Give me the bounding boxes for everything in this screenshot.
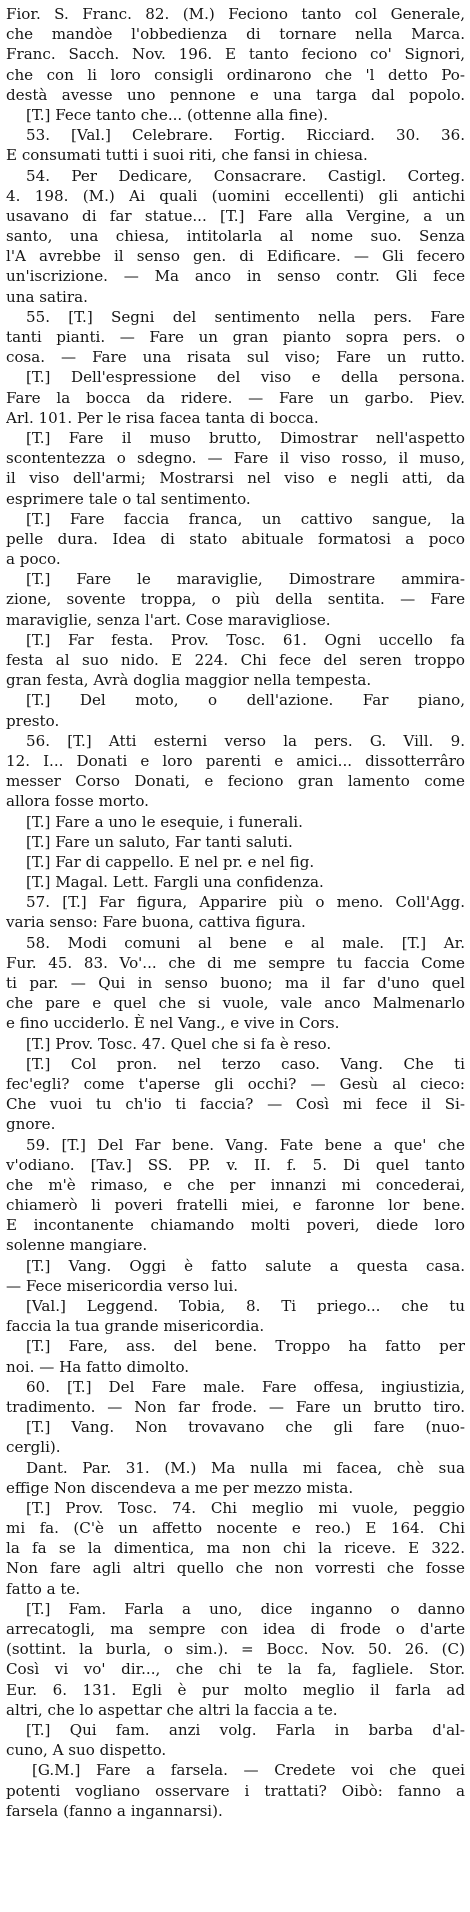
text-line: solenne mangiare. [6, 1236, 148, 1255]
text-line: un'iscrizione. — Ma anco in senso contr. Gli fece [6, 267, 465, 286]
text-line: 54. Per Dedicare, Consacrare. Castigl. Corteg. [26, 166, 465, 185]
text-line: 56. [T.] Atti esterni verso la pers. G. Vill. 9. [26, 731, 465, 750]
text-line: [T.] Fare le maraviglie, Dimostrare ammira- [26, 570, 465, 589]
text-line: [T.] Far festa. Prov. Tosc. 61. Ogni uccello fa [26, 630, 465, 649]
text-line: [T.] Prov. Tosc. 47. Quel che si fa è reso. [26, 1034, 332, 1053]
text-line: gran festa, Avrà doglia maggior nella tempesta. [6, 671, 372, 690]
text-line: mi fa. (C'è un affetto nocente e reo.) E 164. Chi [6, 1519, 465, 1538]
text-line: [G.M.] Fare a farsela. — Credete voi che quei [32, 1761, 465, 1780]
text-line: [T.] Fare faccia franca, un cattivo sangue, la [26, 509, 465, 528]
text-line: usavano di far statue... [T.] Fare alla Vergine, a un [6, 206, 465, 225]
text-line: Non fare agli altri quello che non vorresti che fosse [6, 1559, 465, 1578]
text-line: Franc. Sacch. Nov. 196. E tanto feciono co' Signori, [6, 45, 465, 64]
text-line: altri, che lo aspettar che altri la faccia a te. [6, 1700, 338, 1719]
text-line: 59. [T.] Del Far bene. Vang. Fate bene a que' che [26, 1135, 465, 1154]
text-line: [T.] Vang. Non trovavano che gli fare (nuo- [26, 1418, 465, 1437]
text-line: l'A avrebbe il senso gen. di Edificare. — Gli fecero [6, 247, 465, 266]
text-line: gnore. [6, 1115, 56, 1134]
text-line: [T.] Far di cappello. E nel pr. e nel fig. [26, 852, 315, 871]
text-line: allora fosse morto. [6, 792, 149, 811]
text-line: cuno, A suo dispetto. [6, 1741, 167, 1760]
text-line: presto. [6, 711, 60, 730]
text-line: che m'è rimaso, e che per innanzi mi concederai, [6, 1175, 465, 1194]
text-line: E consumati tutti i suoi riti, che fansi in chiesa. [6, 146, 368, 165]
text-line: v'odiano. [Tav.] SS. PP. v. II. f. 5. Di quel tanto [6, 1155, 465, 1174]
text-line: arrecatogli, ma sempre con idea di frode o d'arte [6, 1620, 465, 1638]
text-line: una satira. [6, 287, 88, 306]
text-line: [T.] Fare, ass. del bene. Troppo ha fatto per [26, 1337, 465, 1356]
text-line: il viso dell'armi; Mostrarsi nel viso e negli atti, da [6, 469, 465, 488]
text-line: E incontanente chiamando molti poveri, diede loro [6, 1216, 465, 1235]
text-line: santo, una chiesa, intitolarla al nome suo. Senza [6, 227, 465, 246]
text-line: [T.] Magal. Lett. Fargli una confidenza. [26, 873, 324, 892]
text-line: [T.] Del moto, o dell'azione. Far piano, [26, 691, 465, 710]
text-line: 60. [T.] Del Fare male. Fare offesa, ingiustizia, [26, 1377, 465, 1396]
text-line: che con li loro consigli ordinarono che 'l detto Po- [6, 65, 465, 84]
text-line: 4. 198. (M.) Ai quali (uomini eccellenti) gli antichi [6, 186, 465, 205]
text-line: [T.] Col pron. nel terzo caso. Vang. Che ti [26, 1054, 465, 1073]
text-line: chiamerò li poveri fratelli miei, e faronne lor bene. [6, 1196, 465, 1215]
text-line: [T.] Qui fam. anzi volg. Farla in barba d'al- [26, 1720, 465, 1739]
text-line: Arl. 101. Per le risa facea tanta di bocca. [6, 408, 319, 427]
text-line: potenti vogliano osservare i trattati? Oibò: fanno a [6, 1781, 465, 1800]
text-line: esprimere tale o tal sentimento. [6, 489, 251, 508]
text-line: 53. [Val.] Celebrare. Fortig. Ricciard. 30. 36. [26, 126, 465, 145]
text-line: 58. Modi comuni al bene e al male. [T.] Ar. [26, 933, 465, 952]
text-line: che pare e quel che si vuole, vale anco Malmenarlo [6, 994, 465, 1013]
text-line: Fur. 45. 83. Vo'... che di me sempre tu faccia Come [6, 953, 465, 972]
text-line: [Val.] Leggend. Tobia, 8. Ti priego... che tu [26, 1297, 465, 1315]
text-line: scontentezza o sdegno. — Fare il viso rosso, il muso, [6, 449, 465, 468]
text-line: (sottint. la burla, o sim.). = Bocc. Nov. 50. 26. (C) [6, 1640, 465, 1659]
text-line: 12. I... Donati e loro parenti e amici... dissotterrâro [6, 751, 465, 770]
text-line: [T.] Dell'espressione del viso e della persona. [26, 368, 465, 387]
text-line: tanti pianti. — Fare un gran pianto sopra pers. o [6, 328, 465, 346]
text-line: Dant. Par. 31. (M.) Ma nulla mi facea, chè sua [26, 1458, 465, 1477]
text-line: la fa se la dimentica, ma non chi la riceve. E 322. [6, 1539, 465, 1558]
text-line: a poco. [6, 550, 61, 569]
text-line: Eur. 6. 131. Egli è pur molto meglio il farla ad [6, 1680, 465, 1699]
text-line: Fare la bocca da ridere. — Fare un garbo. Piev. [6, 388, 465, 407]
text-line: fatto a te. [6, 1579, 81, 1598]
text-line: [T.] Fare a uno le esequie, i funerali. [26, 812, 303, 831]
text-line: festa al suo nido. E 224. Chi fece del seren troppo [6, 651, 465, 669]
text-line: e fino ucciderlo. È nel Vang., e vive in Cors. [6, 1014, 340, 1033]
text-line: cergli). [6, 1438, 61, 1457]
text-line: faccia la tua grande misericordia. [6, 1317, 265, 1336]
text-line: maraviglie, senza l'art. Cose maravigliose. [6, 610, 331, 629]
text-line: pelle dura. Idea di stato abituale formatosi a poco [6, 529, 465, 548]
text-line: [T.] Fare il muso brutto, Dimostrar nell'aspetto [26, 428, 465, 447]
text-line: effige Non discendeva a me per mezzo mista. [6, 1478, 354, 1497]
text-line: zione, sovente troppa, o più della sentita. — Fare [6, 590, 465, 609]
text-line: 57. [T.] Far figura, Apparire più o meno. Coll'Agg. [26, 893, 465, 912]
text-line: [T.] Vang. Oggi è fatto salute a questa casa. [26, 1256, 465, 1275]
text-line: — Fece misericordia verso lui. [6, 1276, 239, 1295]
text-line: cosa. — Fare una risata sul viso; Fare un rutto. [6, 348, 465, 367]
text-line: [T.] Fece tanto che... (ottenne alla fine). [26, 105, 329, 124]
text-line: che mandòe l'obbedienza di tornare nella Marca. [6, 25, 465, 44]
text-line: [T.] Fam. Farla a uno, dice inganno o danno [26, 1599, 465, 1618]
text-line: varia senso: Fare buona, cattiva figura. [6, 913, 306, 932]
text-line: [T.] Prov. Tosc. 74. Chi meglio mi vuole, peggio [26, 1498, 465, 1517]
text-line: fec'egli? come t'aperse gli occhi? — Gesù al cieco: [6, 1074, 465, 1093]
text-line: noi. — Ha fatto dimolto. [6, 1357, 190, 1376]
text-line: messer Corso Donati, e feciono gran lamento come [6, 772, 465, 791]
text-line: farsela (fanno a ingannarsi). [6, 1801, 223, 1820]
text-line: ti par. — Qui in senso buono; ma il far d'uno quel [6, 974, 465, 992]
text-line: 55. [T.] Segni del sentimento nella pers. Fare [26, 307, 465, 326]
text-line: tradimento. — Non far frode. — Fare un brutto tiro. [6, 1397, 465, 1416]
text-line: Che vuoi tu ch'io ti faccia? — Così mi fece il Si- [6, 1095, 465, 1114]
text-line: Fior. S. Franc. 82. (M.) Feciono tanto col Generale, [6, 5, 465, 23]
text-line: [T.] Fare un saluto, Far tanti saluti. [26, 832, 293, 851]
text-line: destà avesse uno pennone e una targa dal popolo. [6, 85, 465, 104]
text-line: Così vi vo' dir..., che chi te la fa, fagliele. Stor. [6, 1660, 465, 1679]
